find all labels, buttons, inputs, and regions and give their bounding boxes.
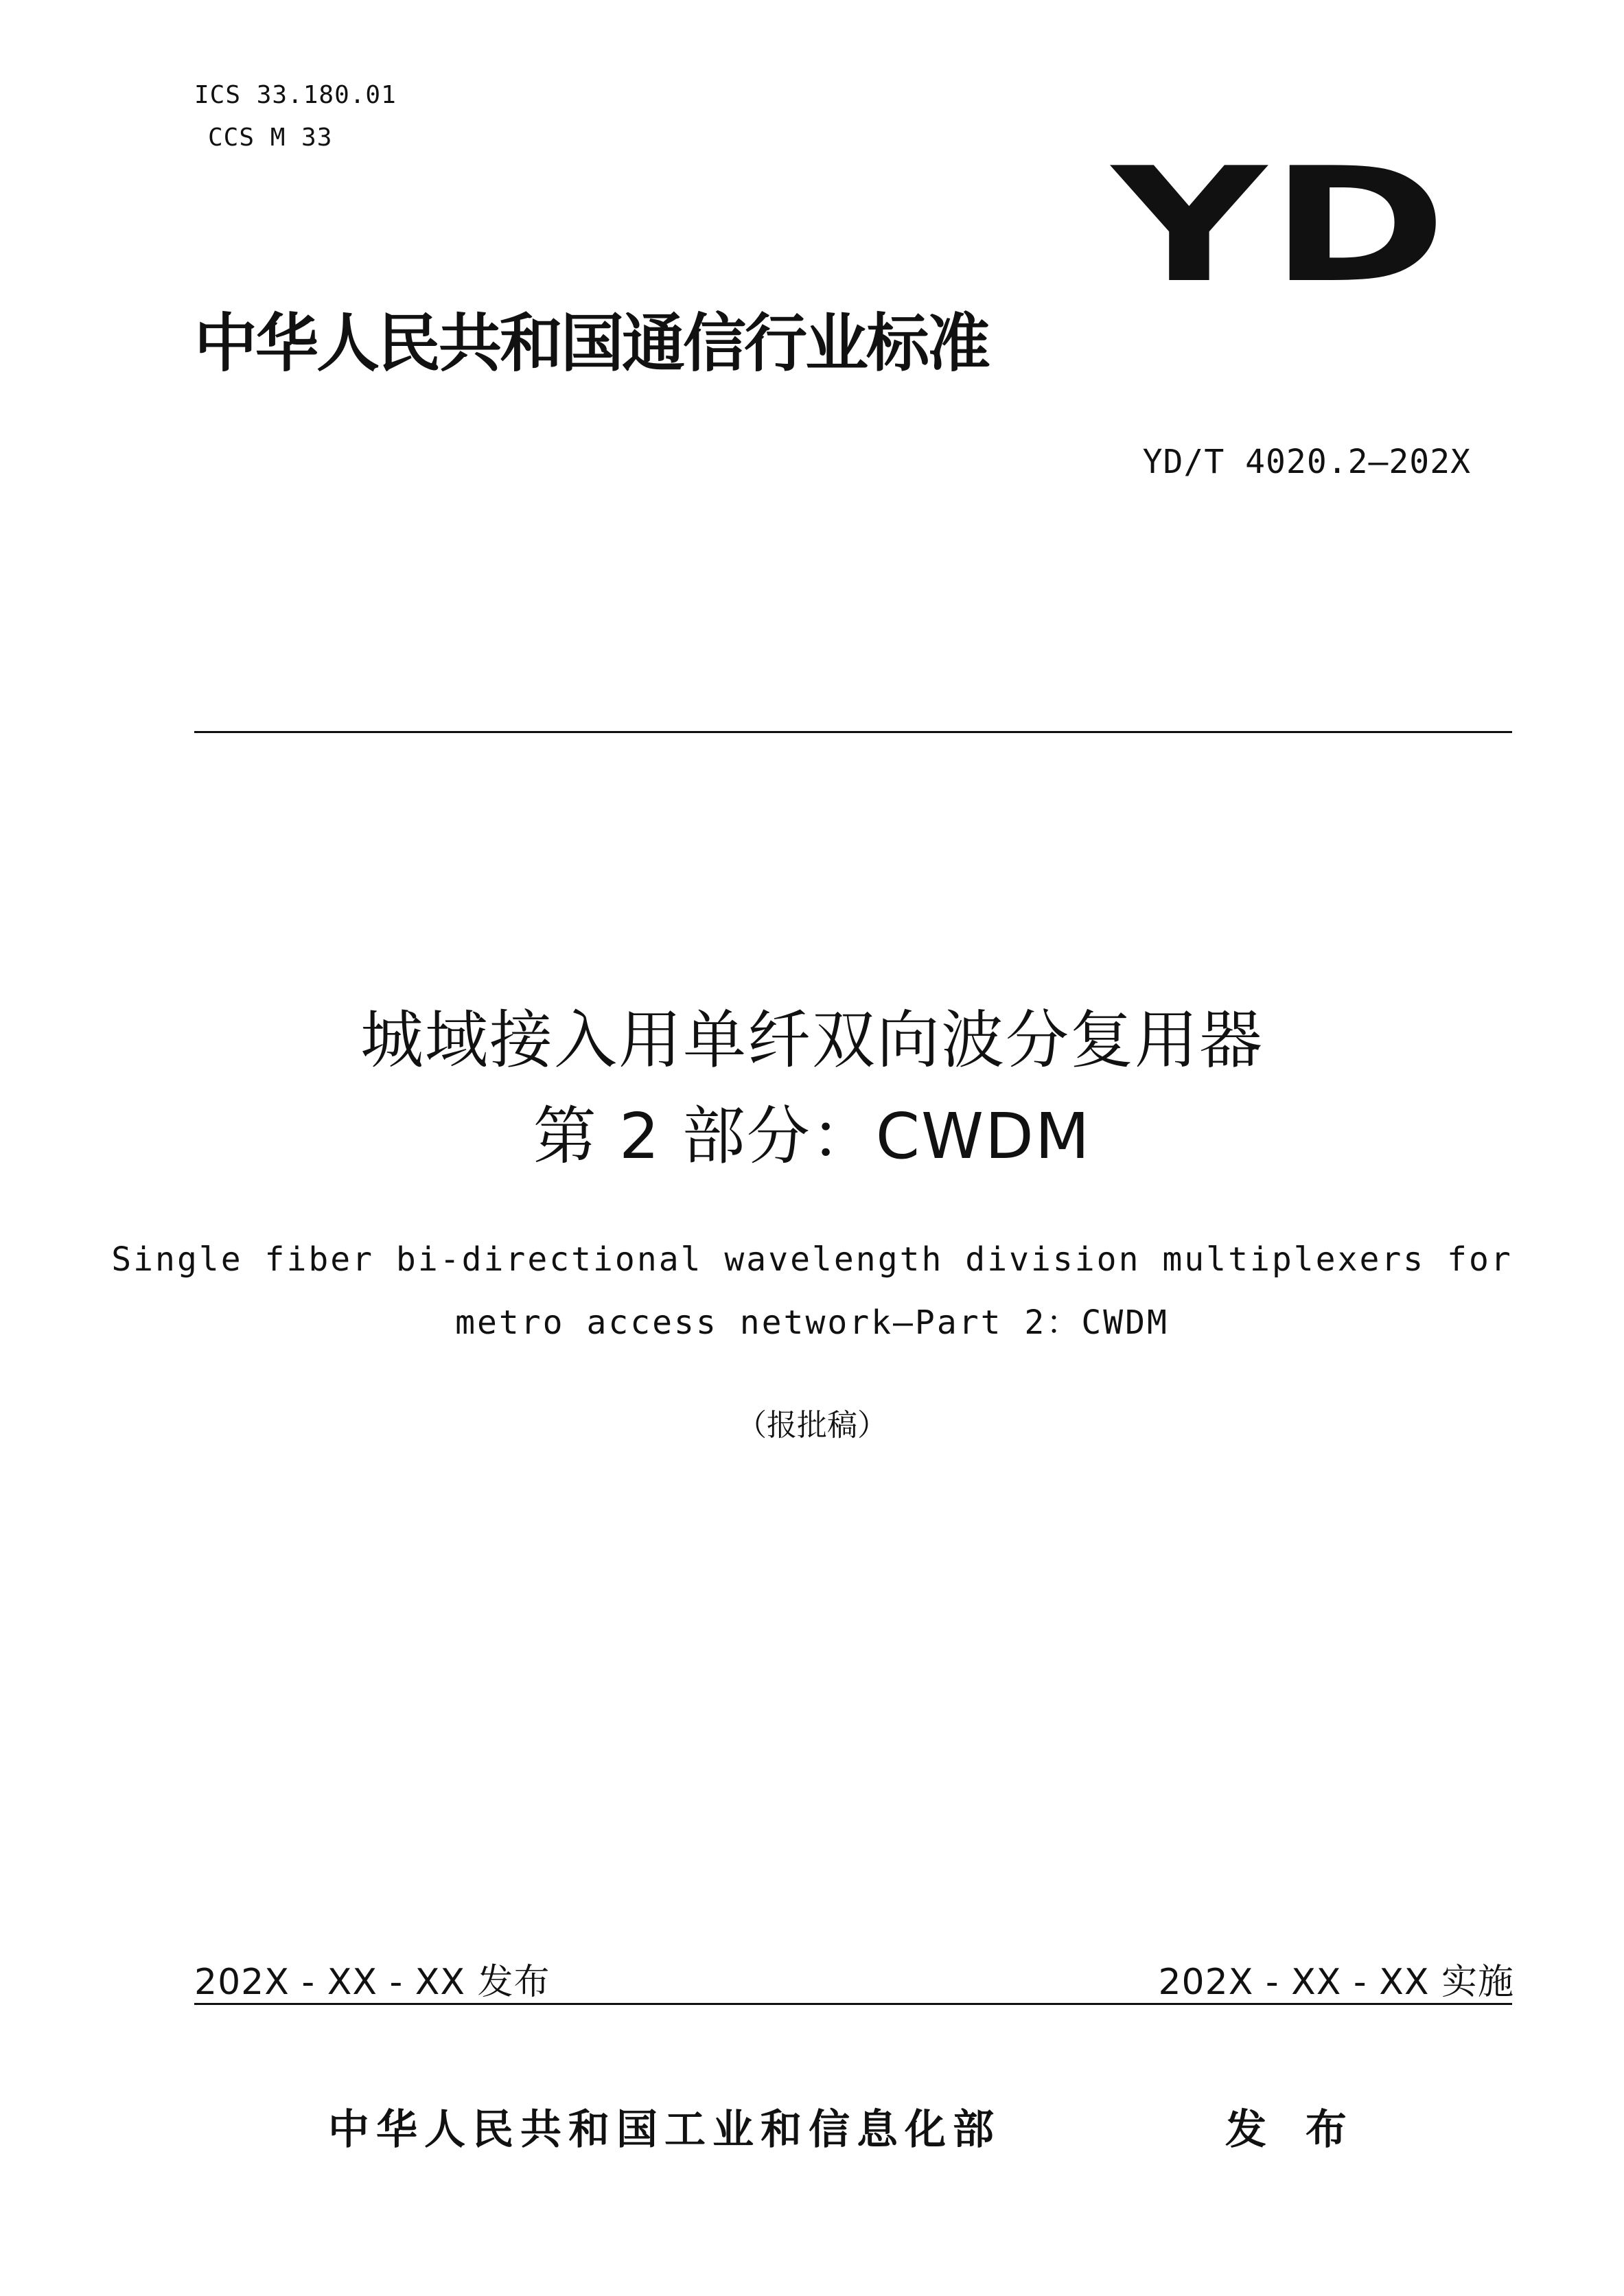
- ccs-code: CCS M 33: [208, 124, 333, 152]
- org-title: 中华人民共和国通信行业标准: [194, 307, 989, 380]
- divider-top: [194, 731, 1512, 733]
- standard-number: YD/T 4020.2—202X: [1142, 443, 1471, 481]
- title-en-line1: Single fiber bi-directional wavelength division multiplexers for: [111, 1240, 1513, 1279]
- divider-bottom: [194, 2003, 1512, 2005]
- ics-code: ICS 33.180.01: [194, 81, 397, 109]
- yd-logo: YD: [1112, 135, 1451, 318]
- publish-date: 202X - XX - XX 发布: [194, 1962, 550, 2003]
- implement-date: 202X - XX - XX 实施: [1158, 1962, 1514, 2003]
- title-zh-part: 第 2 部分：CWDM: [533, 1100, 1091, 1173]
- publish-label: 发 布: [1225, 2106, 1359, 2154]
- title-en-line2: metro access network—Part 2：CWDM: [455, 1303, 1169, 1342]
- draft-status: （报批稿）: [736, 1408, 888, 1443]
- publisher-name: 中华人民共和国工业和信息化部: [328, 2106, 1001, 2154]
- title-zh-main: 城域接入用单纤双向波分复用器: [360, 1004, 1264, 1077]
